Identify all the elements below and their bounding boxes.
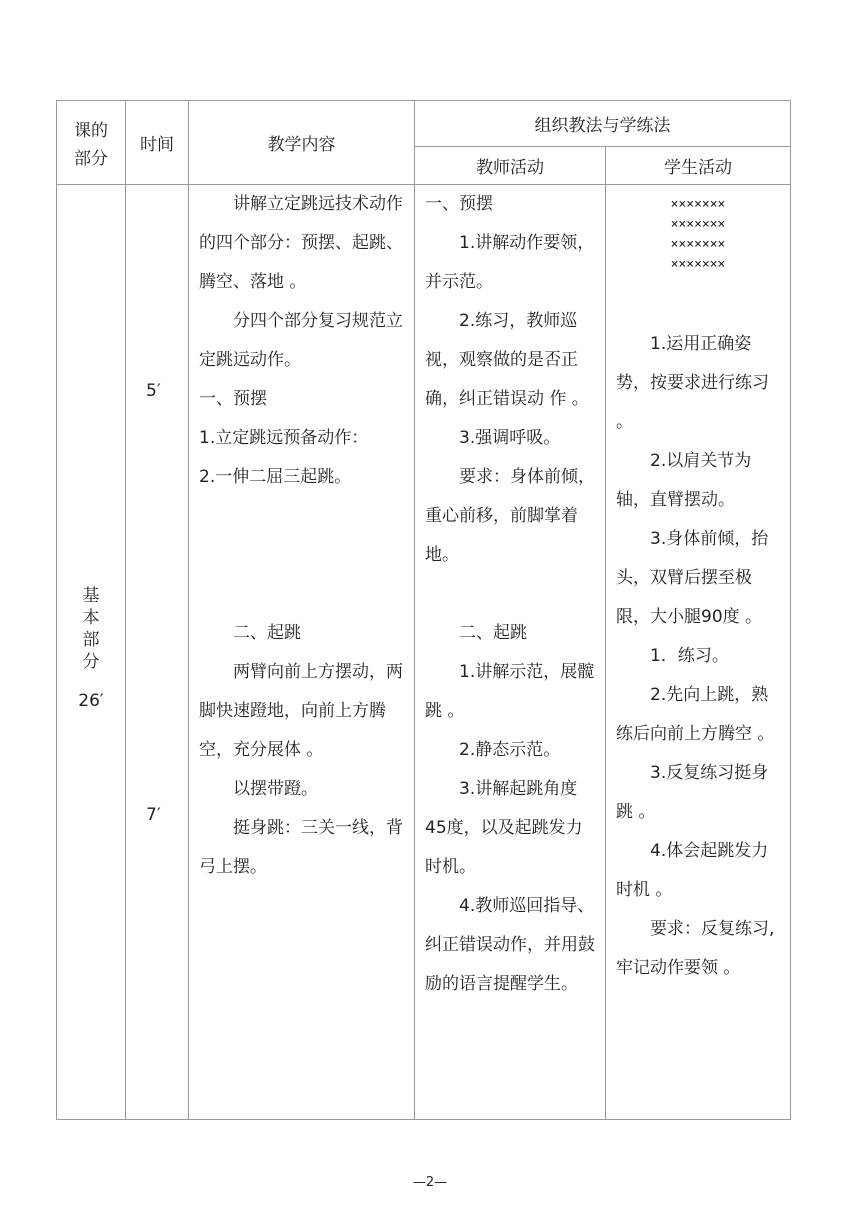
content-line: 二、起跳	[233, 623, 301, 643]
content-line: 2.一伸二屈三起跳。	[199, 467, 352, 487]
time-preswing: 5′	[146, 381, 161, 401]
student-line: 3.身体前倾，抬头，双臂后摆至极限，大小腿90度 。	[616, 529, 769, 627]
content-line: 分四个部分复习规范立定跳远动作。	[199, 311, 403, 370]
part-cell	[57, 185, 126, 1120]
formation-row: ×××××××	[670, 197, 726, 212]
part-name: 基本部分	[82, 586, 100, 672]
student-line: 2.先向上跳，熟练后向前上方腾空 。	[616, 685, 775, 744]
formation-diagram	[606, 185, 790, 275]
content-line: 以摆带蹬。	[233, 779, 318, 799]
content-line: 一、预摆	[199, 389, 267, 409]
teacher-line: 二、起跳	[459, 623, 527, 643]
student-line: 1．练习。	[650, 646, 729, 666]
part-time: 26′	[78, 691, 104, 711]
student-line: 要求：反复练习,牢记动作要领 。	[616, 919, 775, 978]
page-number: —2—	[412, 1175, 448, 1190]
content-line: 讲解立定跳远技术动作的四个部分：预摆、起跳、腾空、落地 。	[199, 194, 403, 292]
teacher-cell	[415, 185, 606, 1120]
student-line: 1.运用正确姿势，按要求进行练习 。	[616, 334, 769, 432]
teacher-line: 1.讲解动作要领，并示范。	[425, 233, 595, 292]
header-time: 时间	[126, 101, 189, 185]
header-part: 课的部分	[74, 120, 108, 169]
student-cell	[606, 185, 791, 1120]
student-line: 2.以肩关节为轴，直臂摆动。	[616, 451, 752, 510]
teacher-line: 2.练习，教师巡视，观察做的是否正确，纠正错误动 作 。	[425, 311, 589, 409]
content-line: 两臂向前上方摆动，两脚快速蹬地，向前上方腾空，充分展体 。	[199, 662, 403, 760]
student-line: 4.体会起跳发力时机 。	[616, 841, 769, 900]
teacher-line: 3.强调呼吸。	[459, 428, 561, 448]
teacher-line: 要求：身体前倾，重心前移，前脚掌着地。	[425, 467, 595, 565]
formation-row: ×××××××	[670, 237, 726, 252]
student-line: 3.反复练习挺身 跳 。	[616, 763, 769, 822]
lesson-plan-table	[56, 100, 791, 1120]
teacher-line: 3.讲解起跳角度45度，以及起跳发力时机。	[425, 779, 583, 877]
header-method: 组织教法与学练法	[415, 101, 791, 147]
content-line: 挺身跳：三关一线，背弓上摆。	[199, 818, 403, 877]
time-takeoff: 7′	[146, 805, 161, 825]
teacher-line: 4.教师巡回指导、纠正错误动作，并用鼓励的语言提醒学生。	[425, 896, 595, 994]
teacher-line: 1.讲解示范，展髋跳 。	[425, 662, 595, 721]
formation-row: ×××××××	[670, 217, 726, 232]
content-line: 1.立定跳远预备动作：	[199, 428, 369, 448]
content-cell	[189, 185, 415, 1120]
header-content: 教学内容	[189, 101, 415, 185]
teacher-line: 一、预摆	[425, 194, 493, 214]
teacher-line: 2.静态示范。	[459, 740, 561, 760]
formation-row: ×××××××	[670, 257, 726, 272]
header-teacher: 教师活动	[415, 147, 606, 185]
header-student: 学生活动	[606, 147, 791, 185]
header-part-cell	[57, 101, 126, 185]
time-cell	[126, 185, 189, 1120]
